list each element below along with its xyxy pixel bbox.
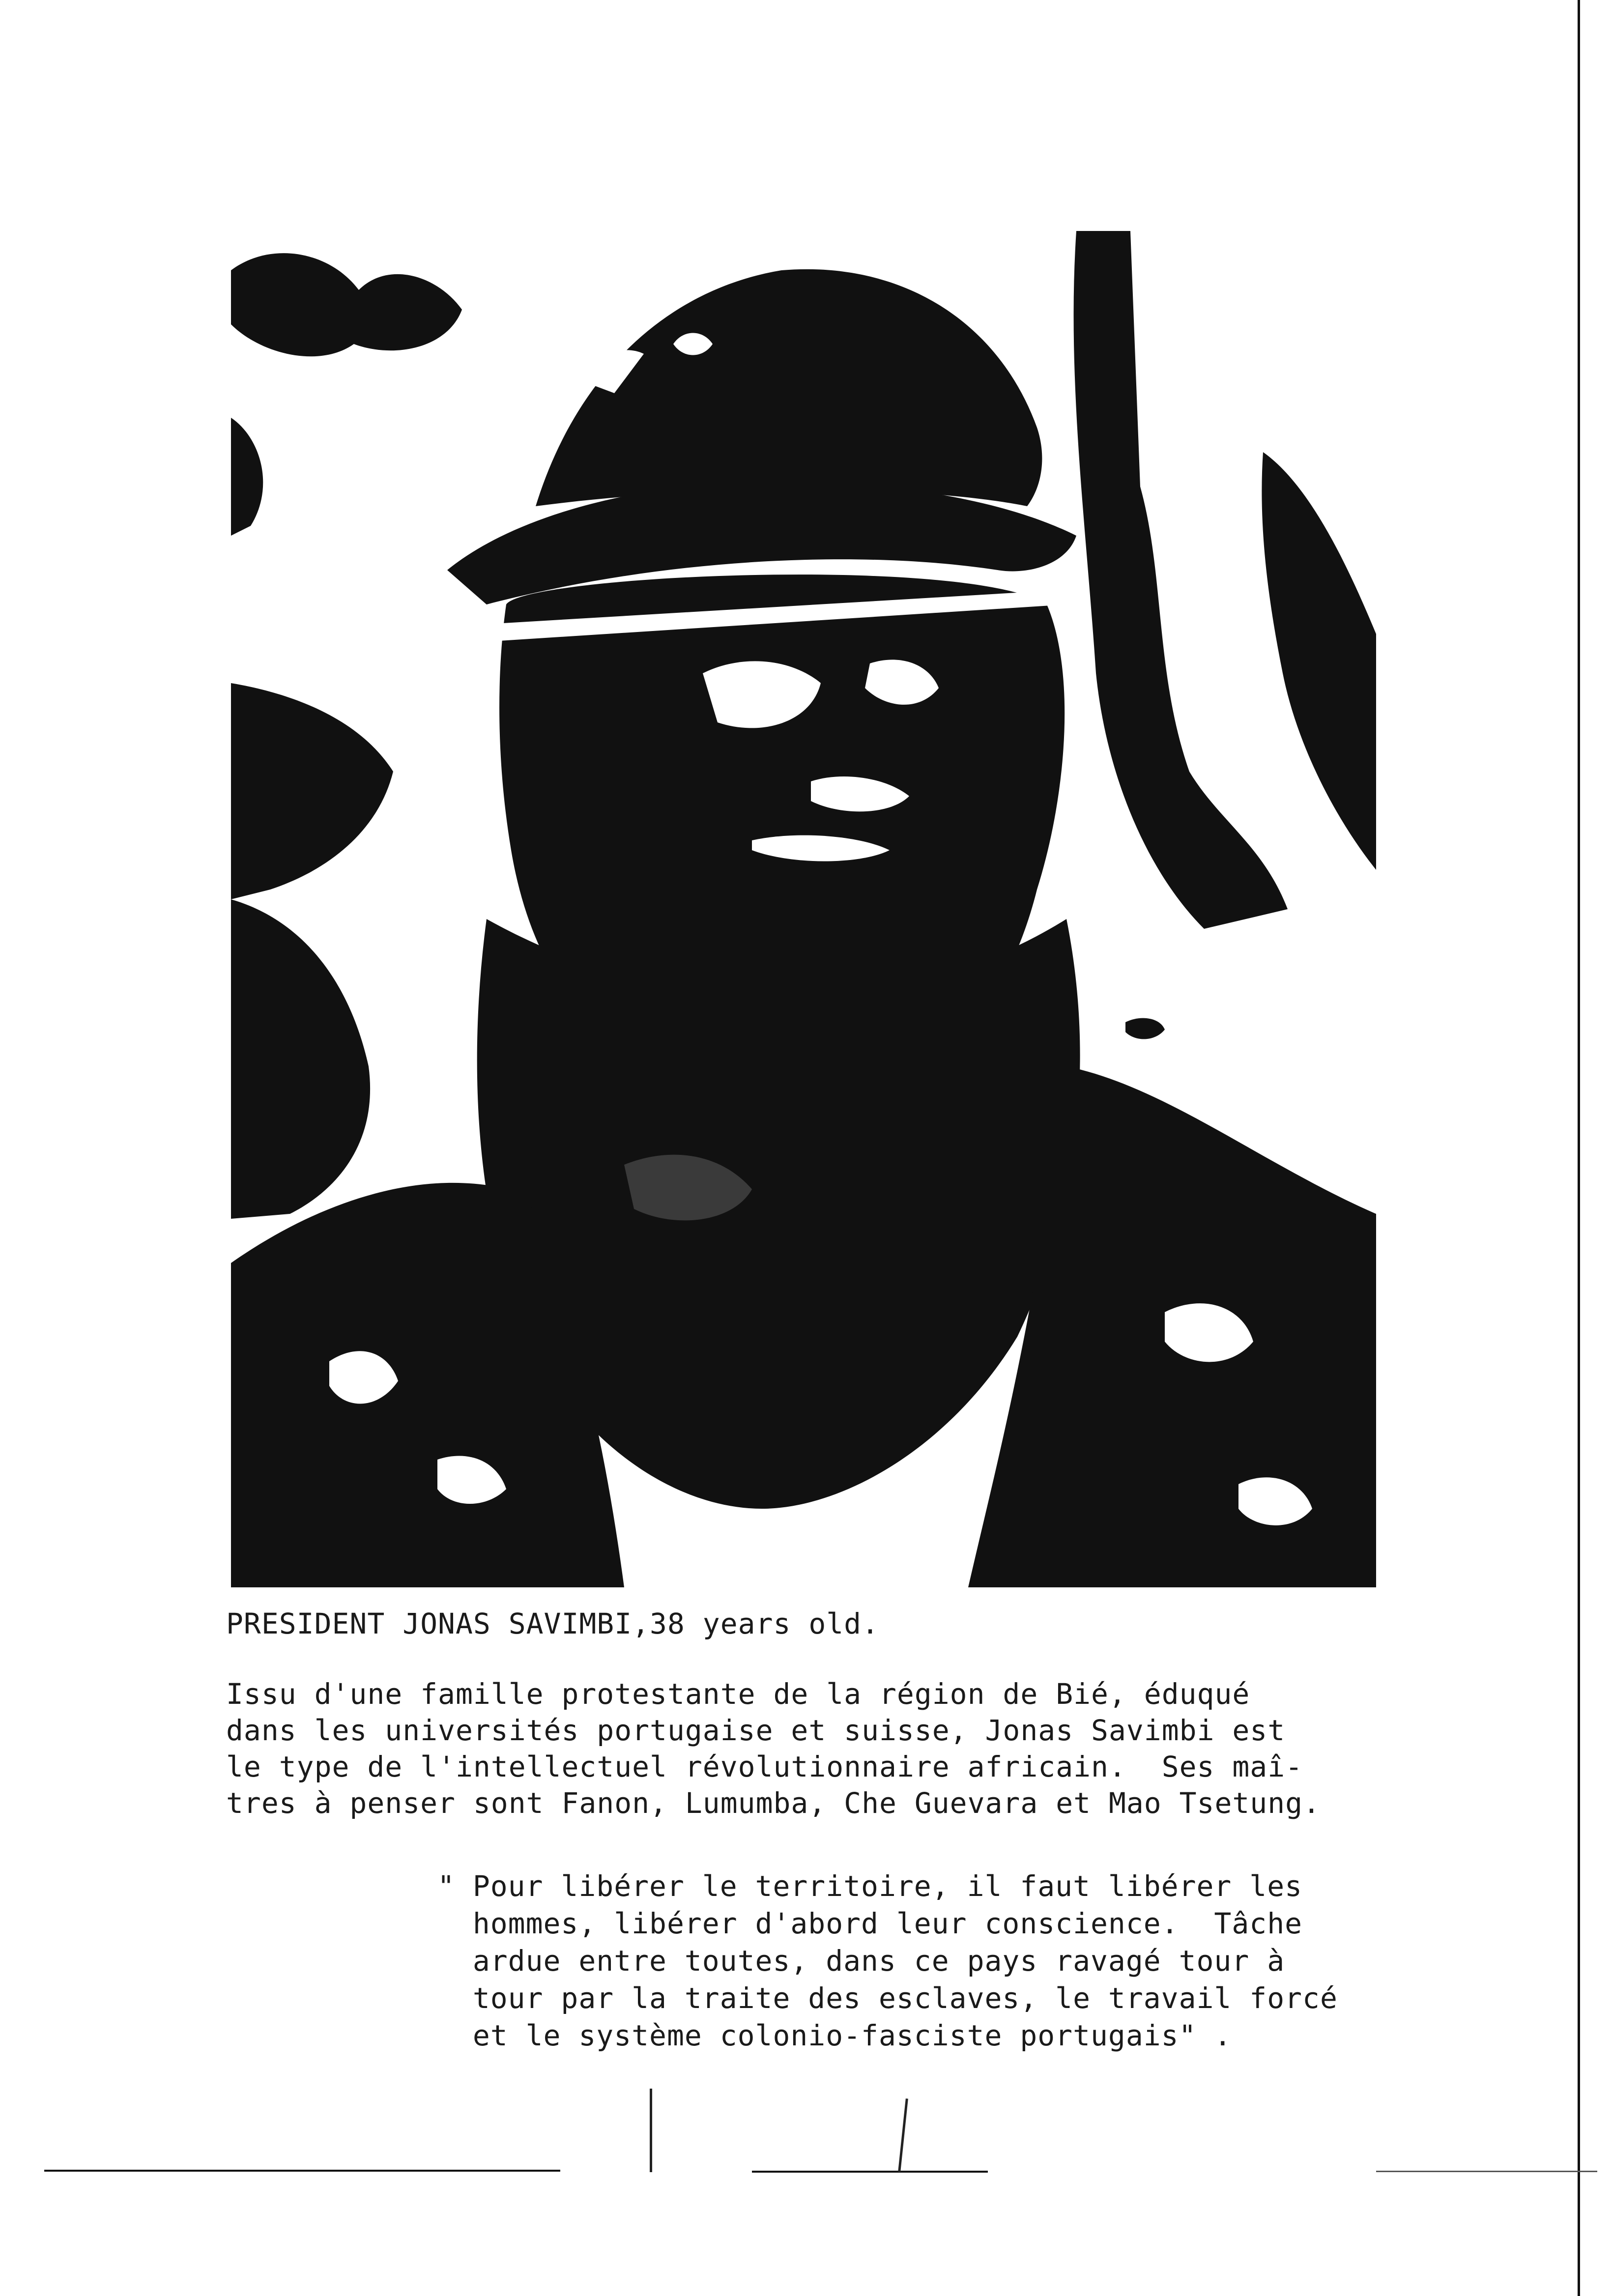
quote-line: tour par la traite des esclaves, le travail forcé bbox=[437, 1981, 1338, 2015]
right-edge-line bbox=[1578, 0, 1580, 2296]
bottom-rule-right bbox=[1376, 2171, 1597, 2172]
paragraph-line: tres à penser sont Fanon, Lumumba, Che Guevara et Mao Tsetung. bbox=[226, 1786, 1321, 1820]
scan-mark-left bbox=[650, 2089, 652, 2172]
portrait-illustration bbox=[231, 231, 1376, 1587]
paragraph-line: Issu d'une famille protestante de la région de Bié, éduqué bbox=[226, 1677, 1250, 1711]
quote-line: hommes, libérer d'abord leur conscience. Tâche bbox=[437, 1907, 1303, 1940]
quote-line: et le système colonio-fasciste portugais" . bbox=[437, 2019, 1232, 2052]
quote-line: ardue entre toutes, dans ce pays ravagé tour à bbox=[437, 1944, 1285, 1978]
biography-paragraph bbox=[226, 1676, 1484, 1821]
quote-line: " Pour libérer le territoire, il faut libérer les bbox=[437, 1869, 1303, 1903]
photo-caption: PRESIDENT JONAS SAVIMBI,38 years old. bbox=[226, 1607, 880, 1640]
paragraph-line: le type de l'intellectuel révolutionnaire africain. Ses maî- bbox=[226, 1750, 1303, 1783]
bottom-rule-middle bbox=[752, 2171, 988, 2173]
bottom-rule-left bbox=[44, 2170, 560, 2172]
portrait-photo bbox=[231, 231, 1376, 1587]
paragraph-line: dans les universités portugaise et suisse, Jonas Savimbi est bbox=[226, 1714, 1286, 1747]
scan-mark-right bbox=[898, 2098, 908, 2172]
quotation-block bbox=[437, 1867, 1469, 2054]
